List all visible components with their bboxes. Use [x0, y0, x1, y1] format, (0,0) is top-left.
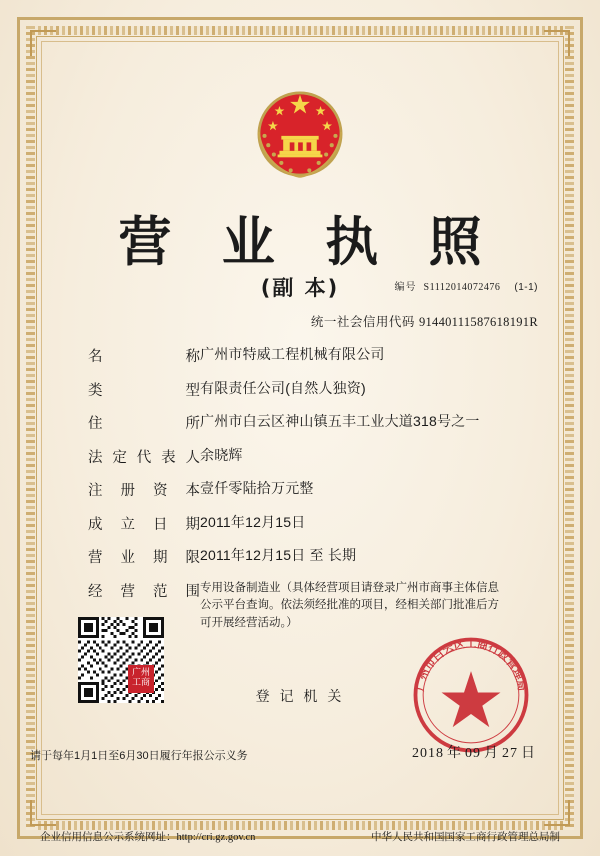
field-row-name: [88, 345, 540, 366]
field-label-legal-representative: [88, 446, 200, 467]
label-char: 所: [185, 416, 200, 432]
document-number-value: S1112014072476: [423, 282, 501, 293]
label-char: 范: [153, 583, 168, 600]
national-emblem-icon: [244, 78, 356, 190]
document-number: [395, 278, 538, 293]
document-number-label: 编号: [394, 282, 417, 293]
label-char: 限: [185, 550, 200, 566]
label-char: 表: [161, 449, 176, 466]
field-row-address: [88, 412, 540, 433]
field-label-type: [88, 379, 200, 400]
label-char: 业: [120, 550, 135, 566]
issue-date-year-unit: 年: [447, 744, 462, 760]
field-label-registered-capital: [88, 479, 200, 500]
registration-authority-label: 登 记 机 关: [255, 688, 345, 704]
footer-website-url[interactable]: http://cri.gz.gov.cn: [176, 832, 256, 843]
issue-date-month-unit: 月: [484, 744, 499, 760]
field-value-type: 有限责任公司(自然人独资): [200, 379, 366, 396]
field-value-business-term: 2011年12月15日 至 长期: [200, 547, 357, 563]
corner-ornament-top-right: [544, 30, 570, 56]
label-char: 期: [185, 516, 200, 533]
issue-date-day: 27: [502, 746, 518, 761]
field-value-establishment-date: 2011年12月15日: [200, 513, 306, 530]
label-char: 代: [136, 449, 152, 466]
issue-date-month: 09: [465, 746, 481, 761]
label-char: 围: [185, 583, 200, 600]
field-value-registered-capital: 壹仟零陆拾万元整: [200, 480, 314, 496]
label-char: 成: [88, 516, 103, 533]
corner-ornament-top-left: [30, 30, 56, 56]
label-char: 营: [120, 583, 135, 600]
label-char: 期: [153, 550, 168, 566]
label-char: 本: [185, 483, 200, 499]
field-row-business-term: [88, 546, 540, 567]
field-value-name: 广州市特威工程机械有限公司: [200, 346, 385, 362]
label-char: 人: [185, 449, 200, 466]
field-label-business-scope: [88, 580, 200, 601]
seal-outer-text: 广州市白云区工商行政管理局: [413, 637, 529, 692]
corner-ornament-bottom-left: [30, 800, 56, 826]
label-char: 册: [120, 483, 135, 499]
page-title: 营 业 执 照: [118, 212, 498, 273]
credit-code-label: 统一社会信用代码: [310, 315, 415, 329]
field-row-type: [88, 379, 540, 400]
label-char: 法: [88, 449, 103, 466]
annual-report-notice: 请于每年1月1日至6月30日履行年报公示义务: [30, 750, 248, 762]
label-char: 住: [88, 416, 103, 432]
field-label-business-term: [88, 546, 200, 567]
document-subtitle: (副 本): [260, 276, 340, 300]
document-number-sequence: (1-1): [514, 282, 538, 293]
issue-date-year: 2018: [412, 746, 444, 761]
footer-website: [40, 829, 255, 844]
credit-code: [311, 312, 538, 330]
field-value-business-scope: 专用设备制造业（具体经营项目请登录广州市商事主体信息公示平台查询。依法须经批准的项目，经相关部门批准后方可开展经营活动。）: [200, 581, 499, 630]
credit-code-value: 91440111587618191R: [418, 315, 538, 329]
issue-date-day-unit: 日: [521, 744, 536, 760]
qr-code-badge: 广州工商: [128, 665, 154, 693]
label-char: 资: [153, 483, 168, 499]
label-char: 立: [120, 516, 135, 533]
label-char: 称: [185, 349, 200, 365]
label-char: 名: [88, 349, 103, 365]
footer-website-label: 企业信用信息公示系统网址：: [40, 831, 177, 843]
label-char: 注: [88, 483, 103, 499]
field-value-legal-representative: 余晓辉: [200, 446, 243, 463]
field-row-registered-capital: [88, 479, 540, 500]
license-fields: [88, 345, 540, 645]
label-char: 日: [153, 516, 168, 533]
label-char: 型: [185, 382, 200, 399]
footer-issuer: 中华人民共和国国家工商行政管理总局制: [371, 831, 560, 843]
label-char: 经: [88, 583, 103, 600]
field-label-address: [88, 412, 200, 433]
label-char: 类: [88, 382, 103, 399]
corner-ornament-bottom-right: [544, 800, 570, 826]
field-row-establishment-date: [88, 513, 540, 534]
field-value-address: 广州市白云区神山镇五丰工业大道318号之一: [200, 413, 480, 429]
field-label-name: [88, 345, 200, 366]
field-label-establishment-date: [88, 513, 200, 534]
label-char: 营: [88, 550, 103, 566]
label-char: 定: [112, 449, 127, 466]
field-row-legal-representative: [88, 446, 540, 467]
issue-date: [409, 742, 536, 762]
